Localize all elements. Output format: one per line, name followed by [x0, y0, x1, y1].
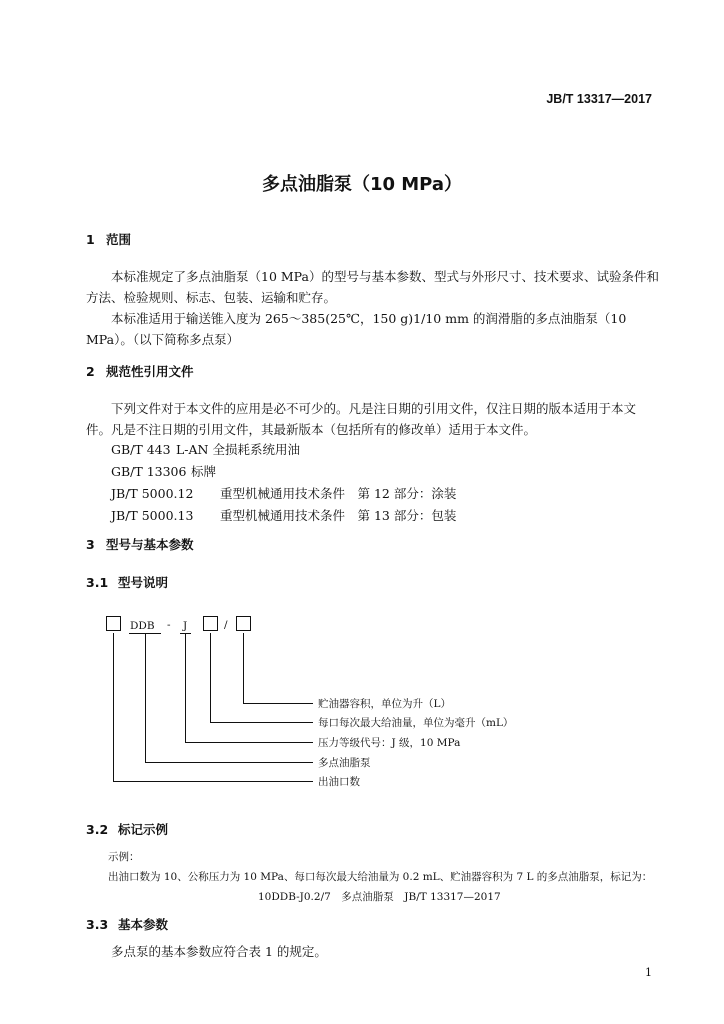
- reference-item: [111, 439, 456, 461]
- section-title: 型号与基本参数: [106, 537, 194, 552]
- leader-reservoir: [243, 633, 244, 703]
- label-reservoir-volume: 贮油器容积，单位为升（L）: [318, 698, 451, 710]
- reference-code: JB/T 5000.13: [111, 508, 194, 523]
- label-outlet-count: 出油口数: [318, 776, 360, 788]
- section-number: 3.1: [86, 575, 109, 590]
- normative-intro: [86, 398, 660, 440]
- document-title: 多点油脂泵（10 MPa）: [261, 174, 463, 195]
- label-delivery-volume: 每口每次最大给油量，单位为毫升（mL）: [318, 717, 514, 729]
- reference-code: GB/T 13306: [111, 464, 187, 479]
- reference-title: L-AN 全损耗系统用油: [176, 442, 300, 457]
- leader-h-reservoir: [243, 703, 313, 704]
- section-title: 范围: [106, 232, 132, 247]
- normative-intro-text: 下列文件对于本文件的应用是必不可少的。凡是注日期的引用文件，仅注日期的版本适用于本文件。凡是不注日期的引用文件，其最新版本（包括所有的修改单）适用于本文件。: [86, 401, 637, 437]
- designation-example: 10DDB-J0.2/7 多点油脂泵 JB/T 13317—2017: [258, 891, 501, 903]
- reference-code: JB/T 5000.12: [111, 486, 194, 501]
- page-number: 1: [645, 966, 652, 979]
- label-pump-name: 多点油脂泵: [318, 757, 371, 769]
- scope-para-2: 本标准适用于输送锥入度为 265～385(25℃，150 g)1/10 mm 的润滑脂的多点油脂泵（10 MPa）。（以下简称多点泵）: [86, 311, 627, 347]
- outlet-count-box: [106, 616, 121, 631]
- leader-pump-name: [145, 634, 146, 762]
- reference-item: [111, 483, 456, 505]
- leader-h-delivery: [210, 722, 313, 723]
- ddb-code: DDB: [130, 620, 155, 632]
- section-3-1-heading: [86, 573, 168, 591]
- basic-params-text: 多点泵的基本参数应符合表 1 的规定。: [111, 944, 327, 959]
- reference-title: 重型机械通用技术条件 第 13 部分：包装: [220, 508, 457, 523]
- leader-h-pressure: [185, 742, 313, 743]
- reference-item: [111, 461, 456, 483]
- section-number: 2: [86, 364, 95, 379]
- example-label: 示例：: [108, 851, 140, 863]
- section-number: 1: [86, 232, 95, 247]
- section-title: 型号说明: [118, 575, 169, 590]
- leader-h-pump-name: [145, 762, 313, 763]
- leader-pressure: [185, 634, 186, 742]
- reference-title: 重型机械通用技术条件 第 12 部分：涂装: [220, 486, 457, 501]
- slash-separator: /: [224, 619, 228, 631]
- section-2-heading: [86, 362, 194, 380]
- section-title: 规范性引用文件: [106, 364, 194, 379]
- section-number: 3.3: [86, 917, 109, 932]
- section-1-heading: [86, 230, 131, 248]
- reservoir-volume-box: [236, 616, 251, 631]
- section-3-3-heading: [86, 915, 168, 933]
- standard-number: JB/T 13317—2017: [546, 92, 652, 106]
- leader-h-outlet-count: [113, 781, 313, 782]
- reference-title: 标牌: [191, 464, 217, 479]
- dash-separator: -: [167, 619, 171, 631]
- section-title: 标记示例: [118, 822, 169, 837]
- section-number: 3: [86, 537, 95, 552]
- reference-item: [111, 505, 456, 527]
- reference-list: [111, 439, 456, 527]
- scope-para-1: 本标准规定了多点油脂泵（10 MPa）的型号与基本参数、型式与外形尺寸、技术要求、试验条件和方法、检验规则、标志、包装、运输和贮存。: [86, 269, 659, 305]
- section-3-heading: [86, 535, 194, 553]
- delivery-volume-box: [203, 616, 218, 631]
- section-number: 3.2: [86, 822, 109, 837]
- pressure-code: J: [183, 620, 188, 632]
- section-3-2-heading: [86, 820, 168, 838]
- leader-delivery: [210, 633, 211, 722]
- label-pressure-grade: 压力等级代号：J 级，10 MPa: [318, 737, 461, 749]
- reference-code: GB/T 443: [111, 442, 171, 457]
- example-text: 出油口数为 10、公称压力为 10 MPa、每口每次最大给油量为 0.2 mL、贮油器容积为 7 L 的多点油脂泵，标记为：: [108, 871, 653, 883]
- section-title: 基本参数: [118, 917, 169, 932]
- leader-outlet-count: [113, 633, 114, 781]
- scope-paragraphs: [86, 266, 660, 350]
